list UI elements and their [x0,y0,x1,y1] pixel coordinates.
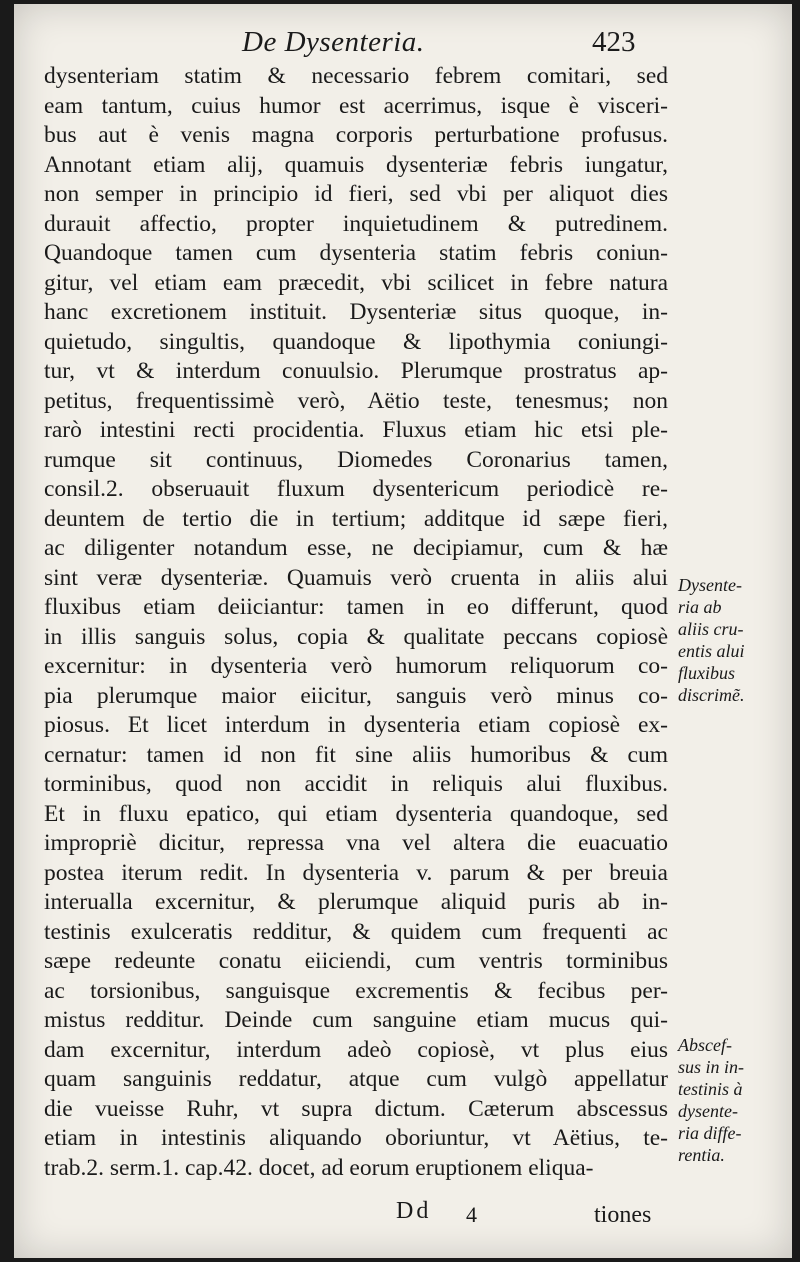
margin-note-line: Abscef- [678,1035,732,1055]
text-line: rumque sit continuus, Diomedes Coronarius tamen, [44,446,668,473]
text-line: rarò intestini recti procidentia. Fluxus etiam hic etsi ple- [44,417,668,443]
page-footer [14,1194,792,1230]
text-line: piosus. Et licet interdum in dysenteria etiam copiosè ex- [44,712,668,738]
text-line: cernatur: tamen id non fit sine aliis humoribus & cum [44,741,668,768]
text-line: hanc excretionem instituit. Dysenteriæ situs quoque, in- [44,299,668,325]
text-line: quietudo, singultis, quandoque & lipothymia coniungi- [44,328,668,355]
text-line: ac torsionibus, sanguisque excrementis & fecibus per- [44,977,668,1004]
margin-note-dysenteria [678,574,788,706]
page-number: 423 [592,26,636,58]
running-title: De Dysenteria. [242,26,425,58]
text-line: in illis sanguis solus, copia & qualitate peccans copiosè [44,623,668,650]
text-line: sæpe redeunte conatu eiiciendi, cum ventris torminibus [44,948,668,974]
text-line: interualla excernitur, & plerumque aliquid puris ab in- [44,889,668,915]
text-line: sint veræ dysenteriæ. Quamuis verò cruenta in aliis alui [44,564,668,591]
text-line: Quandoque tamen cum dysenteria statim febris coniun- [44,240,668,266]
text-line: excernitur: in dysenteria verò humorum reliquorum co- [44,653,668,679]
margin-note-line: dysente- [678,1101,738,1121]
text-line: bus aut è venis magna corporis perturbatione profusus. [44,122,668,148]
margin-note-line: rentia. [678,1145,725,1165]
text-line: gitur, vel etiam eam præcedit, vbi scilicet in febre natura [44,269,668,296]
margin-note-abscessus [678,1034,788,1166]
text-line: tur, vt & interdum conuulsio. Plerumque prostratus ap- [44,358,668,384]
text-line: non semper in principio id fieri, sed vbi per aliquot dies [44,181,668,207]
text-line: impropriè dicitur, repressa vna vel altera die euacuatio [44,830,668,856]
margin-note-line: ria ab [678,597,722,617]
text-line: deuntem de tertio die in tertium; additque id sæpe fieri, [44,505,668,532]
text-line: torminibus, quod non accidit in reliquis alui fluxibus. [44,771,668,797]
text-line: trab.2. serm.1. cap.42. docet, ad eorum eruptionem eliqua- [44,1154,594,1181]
text-line: testinis exulceratis redditur, & quidem cum frequenti ac [44,918,668,945]
text-line: petitus, frequentissimè verò, Aëtio teste, tenesmus; non [44,387,668,414]
margin-note-line: testinis à [678,1079,743,1099]
margin-note-line: entis alui [678,641,745,661]
margin-note-line: discrimẽ. [678,685,745,705]
catchword: tiones [594,1202,652,1228]
text-line: fluxibus etiam deiiciantur: tamen in eo differunt, quod [44,594,668,620]
text-line: Et in fluxu epatico, qui etiam dysenteria quandoque, sed [44,800,668,827]
text-line: durauit affectio, propter inquietudinem & putredinem. [44,210,668,237]
margin-note-line: sus in in- [678,1057,745,1077]
text-line: eam tantum, cuius humor est acerrimus, isque è visceri- [44,92,668,119]
text-line: dam excernitur, interdum adeò copiosè, vt plus eius [44,1036,668,1063]
margin-note-line: fluxibus [678,663,735,683]
text-line: die vueisse Ruhr, vt supra dictum. Cæterum abscessus [44,1095,668,1122]
text-line: quam sanguinis reddatur, atque cum vulgò appellatur [44,1066,668,1092]
margin-note-line: aliis cru- [678,619,744,639]
signature-number: 4 [466,1202,477,1227]
text-line: Annotant etiam alij, quamuis dysenteriæ febris iungatur, [44,151,668,178]
text-line: etiam in intestinis aliquando oboriuntur, vt Aëtius, te- [44,1125,668,1151]
text-line: ac diligenter notandum esse, ne decipiamur, cum & hæ [44,535,668,561]
page-header [14,26,792,66]
text-line: mistus redditur. Deinde cum sanguine etiam mucus qui- [44,1007,668,1033]
margin-note-line: ria diffe- [678,1123,742,1143]
text-line: pia plerumque maior eiicitur, sanguis verò minus co- [44,682,668,709]
signature-mark: Dd [396,1198,432,1224]
margin-note-line: Dysente- [678,575,742,595]
text-line: postea iterum redit. In dysenteria v. parum & per breuia [44,859,668,886]
text-line: consil.2. obseruauit fluxum dysentericum periodicè re- [44,476,668,502]
book-page [14,4,792,1258]
main-text-block [44,62,668,1183]
text-line: dysenteriam statim & necessario febrem comitari, sed [44,63,668,89]
